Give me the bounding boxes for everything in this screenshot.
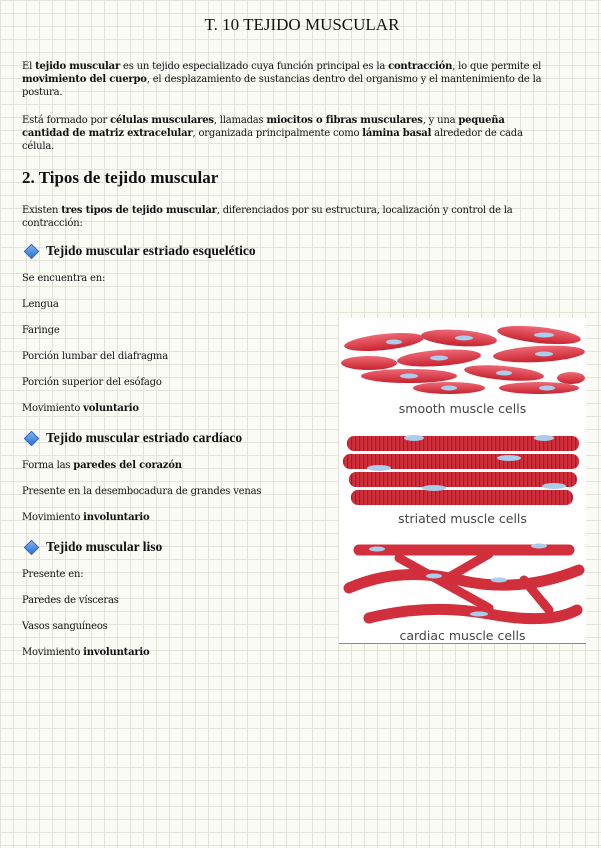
striated-cells-group [343, 435, 579, 505]
intro-paragraph-1 [22, 60, 542, 99]
text-run: Faringe [22, 325, 60, 336]
bold-term: miocitos o fibras musculares [266, 115, 423, 126]
muscle-cells-figure [339, 318, 586, 644]
text-run: Movimiento [22, 647, 84, 658]
text-run: Porción lumbar del diafragma [22, 351, 168, 362]
smooth-cells-group [341, 323, 585, 394]
bold-term: lámina basal [362, 128, 432, 139]
bold-term: tres tipos de tejido muscular [61, 205, 217, 216]
bold-term: pequeña cantidad de matriz extracelular [22, 115, 505, 139]
text-run: , llamadas [213, 115, 267, 126]
list-item [22, 486, 261, 497]
text-run: Movimiento [22, 403, 84, 414]
blue-diamond-icon [24, 539, 40, 555]
list-item [22, 273, 105, 284]
type-heading-text: Tejido muscular estriado esquelético [46, 243, 256, 258]
list-item [22, 377, 162, 388]
list-item [22, 595, 119, 606]
text-run: Se encuentra en: [22, 273, 106, 284]
list-item [22, 460, 182, 471]
cardiac-cells-group [349, 550, 579, 619]
page-title: T. 10 TEJIDO MUSCULAR [204, 15, 400, 34]
text-run: alrededor de cada célula. [22, 128, 523, 152]
bold-term: movimiento del cuerpo [22, 74, 147, 85]
text-run: Paredes de vísceras [22, 595, 119, 606]
text-run: Presente en la desembocadura de grandes venas [22, 486, 262, 497]
bold-term: tejido muscular [35, 61, 121, 72]
list-item [22, 351, 168, 362]
striated-label: striated muscle cells [398, 511, 527, 526]
muscle-cells-illustration [339, 318, 586, 644]
text-run: , diferenciados por su estructura, localización y control de la contracción: [22, 205, 513, 229]
list-item [22, 512, 150, 523]
text-run: , el desplazamiento de sustancias dentro del organismo y el mantenimiento de la postura. [22, 74, 542, 98]
text-run: Movimiento [22, 512, 84, 523]
list-item [22, 621, 108, 632]
list-item [22, 325, 60, 336]
bold-term: involuntario [83, 647, 150, 658]
section-heading: 2. Tipos de tejido muscular [22, 168, 219, 187]
text-run: Está formado por [22, 115, 111, 126]
figure-baseline [339, 643, 586, 644]
list-item [22, 299, 59, 310]
text-run: Presente en: [22, 569, 84, 580]
type-heading-smooth [22, 539, 162, 555]
section-intro [22, 204, 522, 230]
bold-term: células musculares [110, 115, 214, 126]
text-run: Existen [22, 205, 62, 216]
cardiac-label: cardiac muscle cells [399, 628, 526, 643]
text-run: , lo que permite el [452, 61, 542, 72]
list-item [22, 403, 139, 414]
intro-paragraph-2 [22, 114, 550, 153]
text-run: Vasos sanguíneos [22, 621, 108, 632]
type-heading-cardiac [22, 430, 242, 446]
bold-term: contracción [388, 61, 453, 72]
blue-diamond-icon [24, 243, 40, 259]
text-run: Forma las [22, 460, 74, 471]
type-heading-text: Tejido muscular liso [46, 539, 163, 554]
text-run: Lengua [22, 299, 59, 310]
text-run: Porción superior del esófago [22, 377, 162, 388]
bold-term: involuntario [83, 512, 150, 523]
list-item [22, 647, 150, 658]
text-run: El [22, 61, 36, 72]
type-heading-text: Tejido muscular estriado cardíaco [46, 430, 243, 445]
bold-term: paredes del corazón [73, 460, 182, 471]
smooth-label: smooth muscle cells [398, 401, 527, 416]
bold-term: voluntario [83, 403, 139, 414]
text-run: , y una [422, 115, 459, 126]
blue-diamond-icon [24, 430, 40, 446]
text-run: es un tejido especializado cuya función principal es la [120, 61, 389, 72]
text-run: , organizada principalmente como [192, 128, 363, 139]
type-heading-skeletal [22, 243, 256, 259]
list-item [22, 569, 83, 580]
